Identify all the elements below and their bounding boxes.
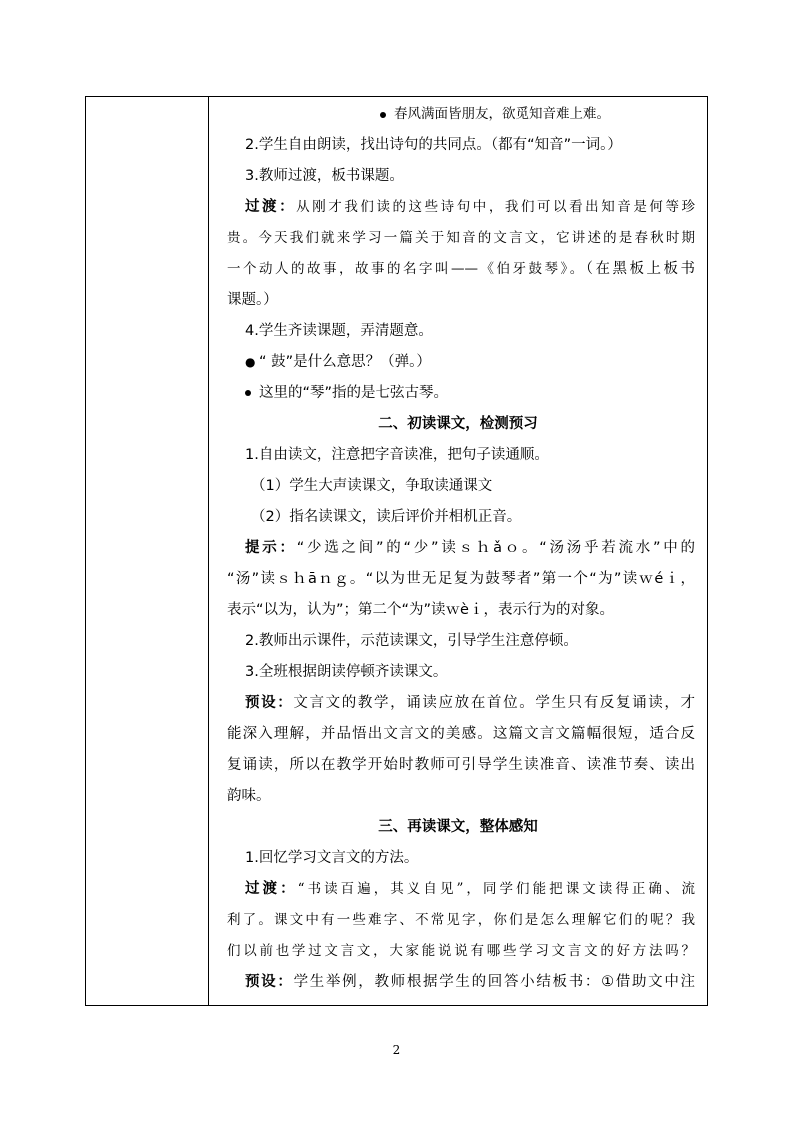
text-line: 1.自由读文，注意把字音读准，把句子读通顺。 [245, 447, 549, 463]
text-line: 3.全班根据朗读停顿齐读课文。 [245, 664, 448, 680]
text-line: 2.教师出示课件，示范读课文，引导学生注意停顿。 [245, 633, 578, 649]
text-line: 1.回忆学习文言文的方法。 [245, 850, 419, 866]
text-line: 贵。今天我们就来学习一篇关于知音的文言文，它讲述的是春秋时期 [227, 230, 695, 246]
text-line: “汤”读ｓｈāｎｇ。“以为世无足复为鼓琴者”第一个“为”读ｗéｉ， [227, 571, 695, 587]
bullet-icon [380, 112, 386, 118]
text-line: 4.学生齐读课题，弄清题意。 [245, 323, 433, 339]
hint-paragraph-line [209, 538, 707, 558]
text: “少选之间”的“少”读ｓｈǎｏ。“汤汤乎若流水”中的 [296, 540, 695, 556]
poem-line [209, 104, 707, 124]
text-line: 们以前也学过文言文，大家能说说有哪些学习文言文的好方法吗？ [227, 943, 695, 959]
text-line: 课题。） [227, 292, 278, 308]
content-cell [209, 97, 707, 1005]
text-line: （1）学生大声读课文，争取读通课文 [251, 478, 493, 494]
label-transition: 过渡： [245, 881, 298, 897]
preset-paragraph-line [209, 693, 707, 713]
transition-paragraph-line [209, 879, 707, 899]
text: 从刚才我们读的这些诗句中，我们可以看出知音是何等珍 [296, 199, 696, 215]
text-line: 2.学生自由朗读，找出诗句的共同点。（都有“知音”一词。） [245, 137, 622, 153]
label-transition: 过渡： [245, 199, 297, 215]
bullet-icon [245, 390, 251, 396]
text: “书读百遍，其义自见”，同学们能把课文读得正确、流 [297, 881, 695, 897]
label-hint: 提示： [245, 540, 297, 556]
text-line [209, 352, 707, 372]
text-line: 韵味。 [227, 788, 271, 804]
text-line [209, 259, 707, 279]
text: 春风满面皆朋友，欲觅知音难上难。 [394, 106, 610, 122]
text: （在黑板上板书 [585, 261, 695, 277]
transition-paragraph-line [209, 197, 707, 217]
page-number: 2 [392, 1043, 401, 1057]
text: 这里的“琴”指的是七弦古琴。 [259, 385, 449, 401]
label-preset: 预设： [245, 695, 294, 711]
label-preset: 预设： [245, 974, 294, 990]
lesson-table [85, 96, 708, 1006]
text-line: 3.教师过渡，板书课题。 [245, 168, 404, 184]
text: 学生举例，教师根据学生的回答小结板书：①借助文中注 [293, 974, 696, 990]
bullet-icon: ● [245, 355, 256, 369]
section-heading: 二、初读课文，检测预习 [378, 416, 538, 432]
text-line [209, 383, 707, 403]
text-line: 表示“以为，认为”；第二个“为”读ｗèｉ，表示行为的对象。 [227, 602, 614, 618]
text-line: 复诵读，所以在教学开始时教师可引导学生读准音、读准节奏、读出 [227, 757, 695, 773]
text-line: 利了。课文中有一些难字、不常见字，你们是怎么理解它们的呢？我 [227, 912, 695, 928]
text: 一个动人的故事，故事的名字叫——《伯牙鼓琴》。 [227, 261, 586, 277]
text: “ 鼓”是什么意思？（弹。） [259, 354, 431, 370]
section-heading: 三、再读课文，整体感知 [378, 819, 538, 835]
text-line: （2）指名读课文，读后评价并相机正音。 [251, 509, 522, 525]
preset-paragraph-line [209, 972, 707, 992]
left-column-cell [86, 97, 209, 1005]
text-line: 能深入理解，并品悟出文言文的美感。这篇文言文篇幅很短，适合反 [227, 726, 695, 742]
text: 文言文的教学，诵读应放在首位。学生只有反复诵读，才 [293, 695, 695, 711]
